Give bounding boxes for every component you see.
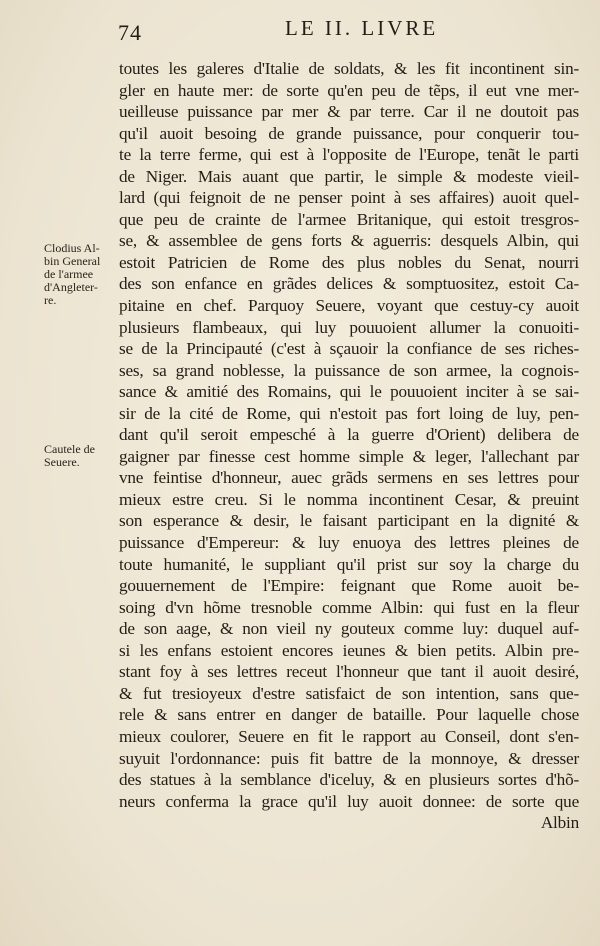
margin-note-line: Seuere. <box>44 455 80 469</box>
text-line: ueilleuse puissance par mer & par terre. Car il ne doutoit pas <box>119 102 579 122</box>
text-line: neurs conferma la grace qu'il luy auoit donnee: de sorte que <box>119 791 579 811</box>
page-header <box>0 14 600 44</box>
text-line: ses, sa grand noblesse, la puissance de son armee, la cognois- <box>119 360 579 380</box>
text-line: puissance d'Empereur: & luy enuoya des lettres pleines de <box>119 533 579 553</box>
margin-note-line: Cautele de <box>44 442 95 456</box>
text-line: de son aage, & non vieil ny gouteux comme luy: duquel auf- <box>119 619 579 639</box>
text-line: se de la Principauté (c'est à sçauoir la confiance de ses riches- <box>119 339 579 359</box>
text-line: soing d'vn hõme tresnoble comme Albin: qui fust en la fleur <box>119 597 579 617</box>
text-line: si les enfans estoient encores ieunes & bien petits. Albin pre- <box>119 640 579 660</box>
text-line: toutes les galeres d'Italie de soldats, & les fit incontinent sin- <box>119 59 579 78</box>
margin-note-clodius-albin <box>44 242 118 307</box>
text-line: se, & assemblee de gens forts & aguerris: desquels Albin, qui <box>119 231 579 251</box>
text-line: sir de la cité de Rome, qui n'estoit pas fort loing de luy, pen- <box>119 403 579 423</box>
text-line: qu'il auoit besoing de grande puissance, pour conquerir tou- <box>119 123 579 143</box>
text-line: lard (qui feignoit de ne penser point à ses affaires) auoit quel- <box>119 188 579 208</box>
margin-note-line: de l'armee <box>44 267 94 281</box>
text-line: mieux estre creu. Si le nomma incontinent Cesar, & preuint <box>119 489 579 509</box>
text-line: estoit Patricien de Rome des plus nobles du Senat, nourri <box>119 252 579 272</box>
text-line: toute humanité, le suppliant qu'il prist sur soy la charge du <box>119 554 579 574</box>
text-line: plusieurs flambeaux, qui luy pouuoient allumer la conuoiti- <box>119 317 579 337</box>
text-line: te la terre ferme, qui est à l'opposite de l'Europe, tenãt le parti <box>119 145 579 165</box>
margin-note-cautele-seuere <box>44 443 118 469</box>
catchword: Albin <box>540 813 579 833</box>
margin-note-line: re. <box>44 293 57 307</box>
text-line: des son enfance en grãdes delices & somptuositez, estoit Ca- <box>119 274 579 294</box>
text-line: suyuit l'ordonnance: puis fit battre de la monnoye, & dresser <box>119 748 579 768</box>
running-head: LE II. LIVRE <box>285 16 439 40</box>
text-line: de Niger. Mais auant que partir, le simple & modeste vieil- <box>119 166 579 186</box>
text-line: mieux coulorer, Seuere en fit le rapport au Conseil, dont s'en- <box>119 726 579 746</box>
text-line: sance & amitié des Romains, qui le pouuoient inciter à se sai- <box>119 382 579 402</box>
margin-note-line: Clodius Al- <box>44 241 100 255</box>
margin-note-line: bin General <box>44 254 101 268</box>
text-line: gouuernement de l'Empire: feignant que Rome auoit be- <box>119 576 579 596</box>
text-line: rele & sans entrer en danger de bataille. Pour laquelle chose <box>119 705 579 725</box>
text-line: pitaine en chef. Parquoy Seuere, voyant que cestuy-cy auoit <box>119 296 579 316</box>
text-line: que peu de crainte de l'armee Britanique, qui estoit tresgros- <box>119 209 579 229</box>
main-text-block <box>119 58 579 834</box>
text-line: vne feintise d'honneur, auec grãds sermens en ses lettres pour <box>119 468 579 488</box>
text-line: gler en haute mer: de sorte qu'en peu de tẽps, il eut vne mer- <box>119 80 579 100</box>
text-line: stant foy à ses lettres receut l'honneur que tant il auoit desiré, <box>119 662 579 682</box>
margin-note-line: d'Angleter- <box>44 280 98 294</box>
text-line: dant qu'il seroit empesché à la guerre d'Orient) delibera de <box>119 425 579 445</box>
page-number: 74 <box>118 20 142 45</box>
text-line: son esperance & desir, le faisant participant en la dignité & <box>119 511 579 531</box>
text-line: gaigner par finesse cest homme simple & leger, l'allechant par <box>119 446 579 466</box>
text-line: & fut tresioyeux d'estre satisfaict de son intention, sans que- <box>119 683 579 703</box>
text-line: des statues à la semblance d'iceluy, & en plusieurs sortes d'hõ- <box>119 770 579 790</box>
